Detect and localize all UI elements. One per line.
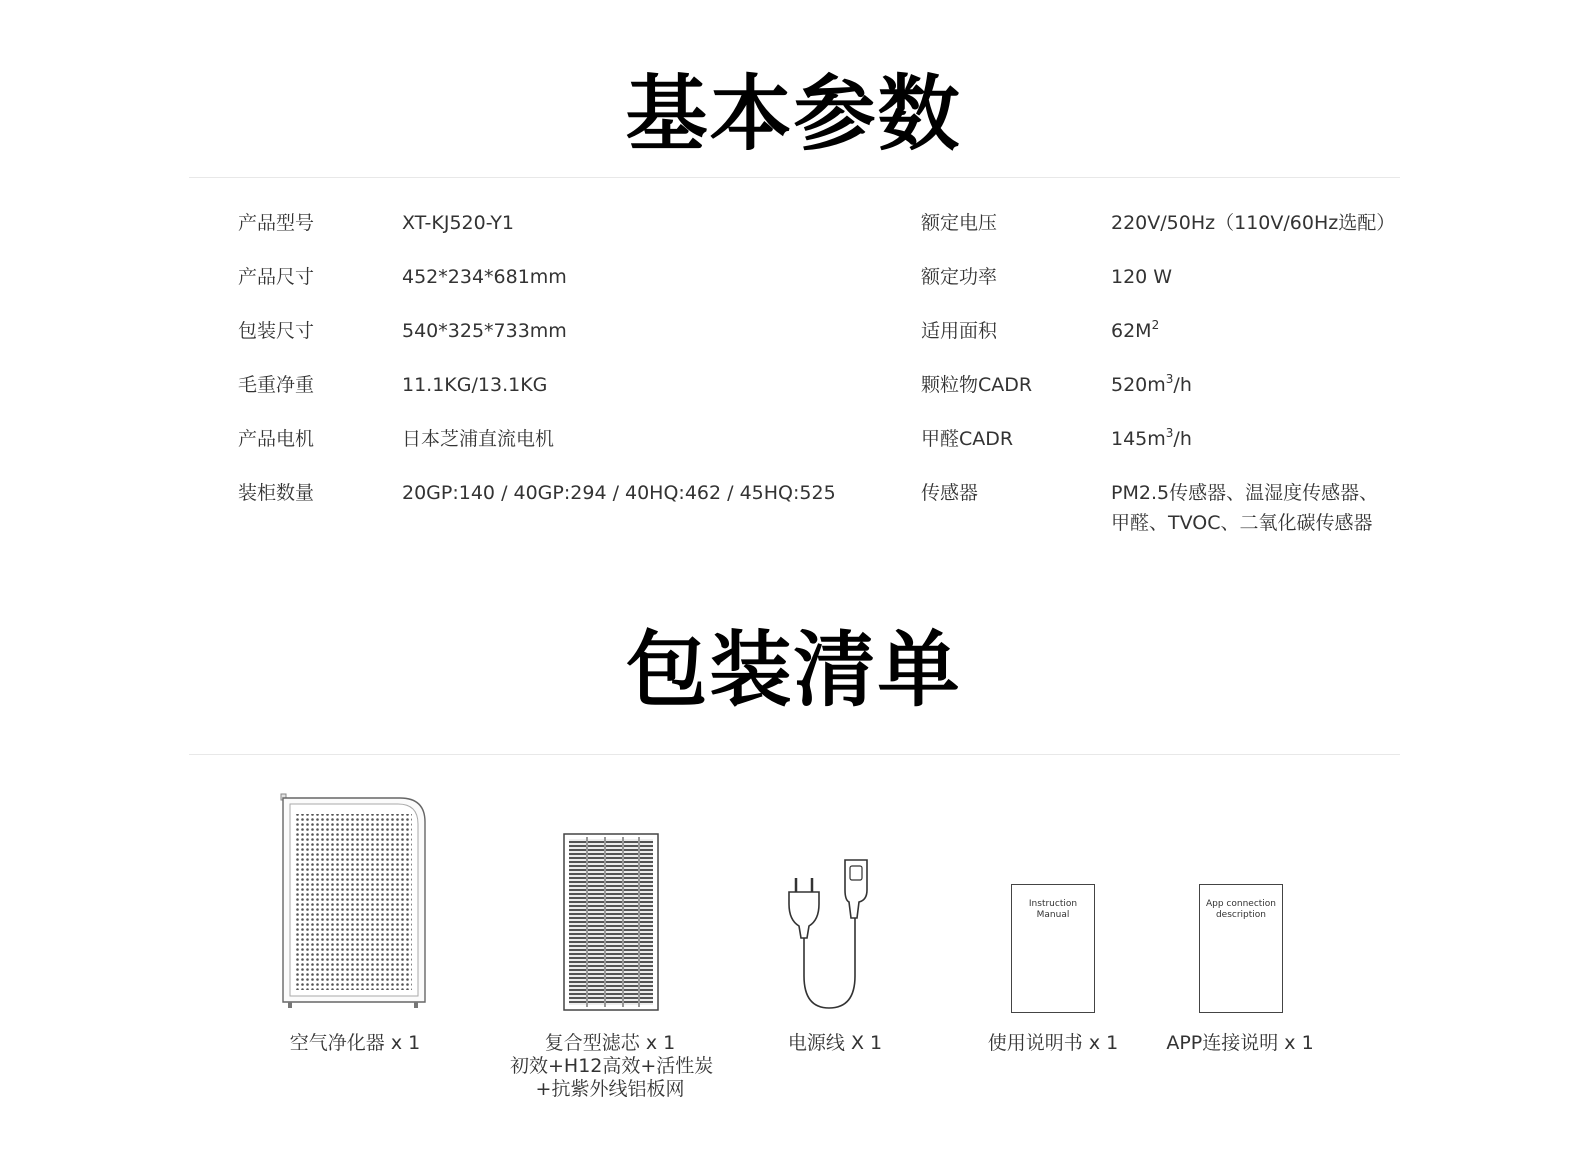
- spec-value: 120 W: [1111, 266, 1173, 288]
- divider: [189, 177, 1400, 178]
- spec-value: PM2.5传感器、温湿度传感器、: [1111, 482, 1379, 504]
- spec-label: 额定功率: [921, 266, 998, 288]
- divider: [189, 754, 1400, 755]
- spec-value: XT-KJ520-Y1: [402, 212, 515, 234]
- air-purifier-icon: [280, 792, 430, 1010]
- spec-value: 11.1KG/13.1KG: [402, 374, 548, 396]
- spec-value: 540*325*733mm: [402, 320, 567, 342]
- spec-value: 452*234*681mm: [402, 266, 567, 288]
- spec-label: 包装尺寸: [238, 320, 315, 342]
- spec-value: $520m^3/h$: [1111, 371, 1192, 396]
- spec-value: 20GP:140 / 40GP:294 / 40HQ:462 / 45HQ:525: [402, 482, 836, 504]
- spec-value: $145m^3/h$: [1111, 425, 1192, 450]
- manual-cover-text: Manual: [1036, 910, 1070, 920]
- section-title-packing-list: 包装清单: [625, 623, 962, 718]
- spec-value: $62M^2$: [1111, 317, 1160, 342]
- spec-label: 产品尺寸: [238, 266, 315, 288]
- manual-cover-text: Instruction: [1028, 899, 1078, 909]
- spec-label: 传感器: [921, 482, 979, 504]
- packing-item-label: 电源线 X 1: [787, 1032, 883, 1054]
- manual-icon: [1011, 884, 1095, 1013]
- packing-item-label: APP连接说明 x 1: [1166, 1032, 1314, 1054]
- packing-item-label: 复合型滤芯 x 1 初效+H12高效+活性炭 +抗紫外线铝板网: [510, 1032, 714, 1100]
- spec-label: 适用面积: [921, 320, 998, 342]
- filter-icon: [563, 833, 659, 1011]
- spec-label: 产品电机: [238, 428, 315, 450]
- app-guide-cover-text: App connection: [1205, 899, 1277, 909]
- spec-value-continued: 甲醛、TVOC、二氧化碳传感器: [1111, 512, 1373, 534]
- spec-label: 颗粒物CADR: [921, 374, 1033, 396]
- app-guide-icon: [1199, 884, 1283, 1013]
- section-title-basic-params: 基本参数: [625, 67, 962, 162]
- power-cord-icon: [787, 858, 877, 1018]
- spec-label: 额定电压: [921, 212, 998, 234]
- spec-label: 装柜数量: [238, 482, 315, 504]
- spec-value: 220V/50Hz（110V/60Hz选配）: [1111, 212, 1396, 234]
- app-guide-cover-text: description: [1215, 910, 1267, 920]
- packing-item-label: 空气净化器 x 1: [289, 1032, 421, 1054]
- spec-label: 产品型号: [238, 212, 315, 234]
- spec-value: 日本芝浦直流电机: [402, 428, 555, 450]
- spec-label: 甲醛CADR: [921, 428, 1014, 450]
- spec-label: 毛重净重: [238, 374, 315, 396]
- packing-item-label: 使用说明书 x 1: [987, 1032, 1119, 1054]
